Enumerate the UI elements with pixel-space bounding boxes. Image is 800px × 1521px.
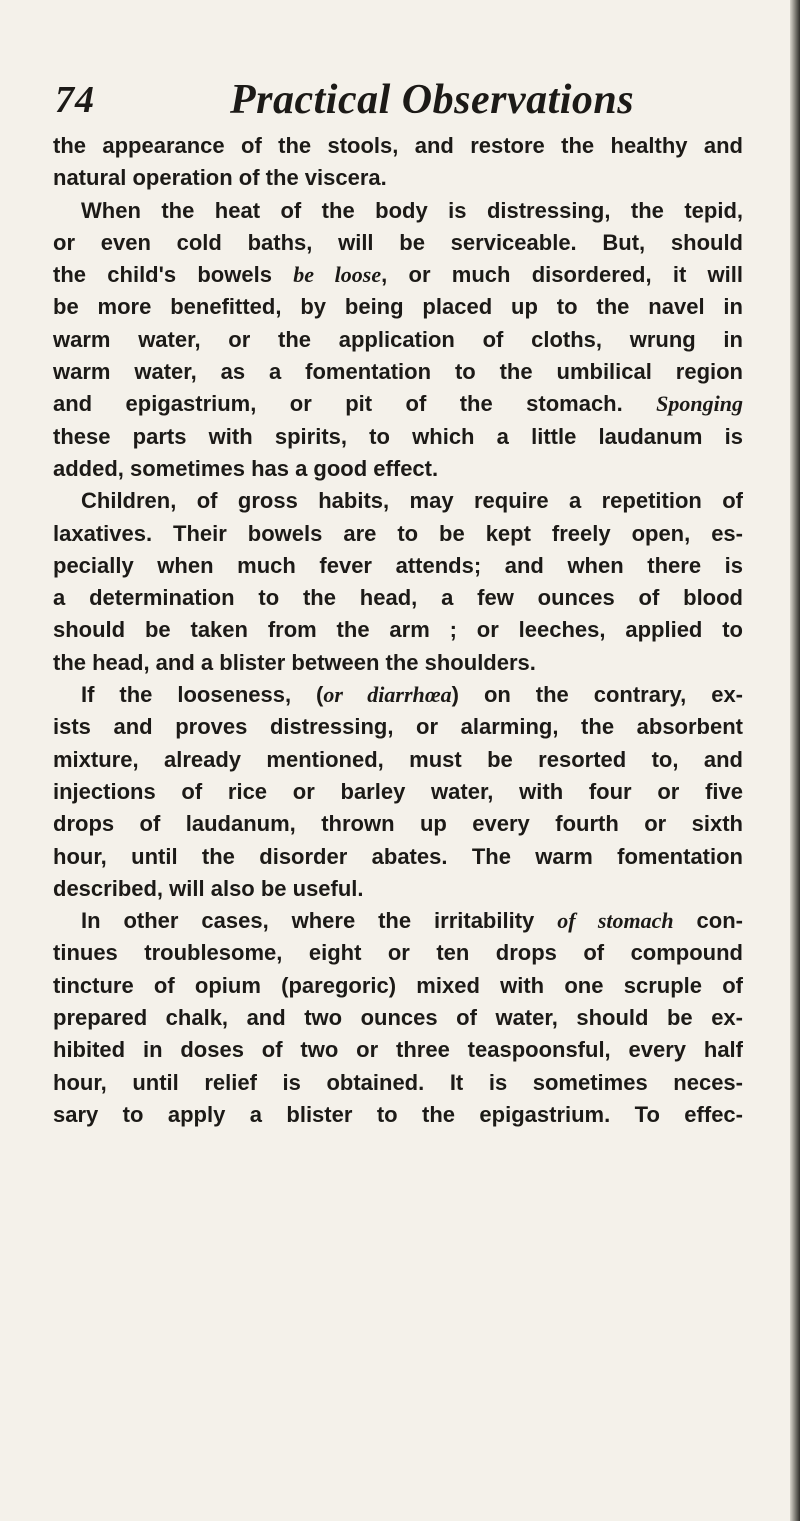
text-line [53,711,743,743]
text-run: In other cases, where the irritability [81,908,558,934]
text-line [53,227,743,259]
text-run: the appearance of the stools, and restore the healthy and [53,133,743,158]
text-run: ) on the contrary, ex- [451,682,744,708]
italic-text: of stomach [557,908,674,934]
text-run: the child's bowels [53,262,294,288]
text-line [53,1067,743,1099]
text-run: or even cold baths, will be serviceable. But, should [53,229,743,255]
italic-text: Sponging [656,391,743,417]
text-line [53,744,743,776]
text-line [53,1034,743,1066]
text-run: laxatives. Their bowels are to be kept freely open, es- [53,520,743,546]
text-line [53,841,743,873]
text-line [53,937,743,969]
text-run: hour, until the disorder abates. The warm fomentation [53,843,743,869]
text-run: , or much disordered, it will [381,262,744,288]
text-line [53,162,743,194]
text-line [53,776,743,808]
text-line [53,259,743,291]
text-line [53,421,743,453]
text-line [53,873,743,905]
text-run: Children, of gross habits, may require a repetition of [81,488,743,514]
text-run: be more benefitted, by being placed up to the navel in [53,294,743,320]
text-run: When the heat of the body is distressing, the tepid, [81,197,743,223]
text-line [53,905,743,937]
text-line [53,582,743,614]
text-run: tinues troublesome, eight or ten drops of compound [53,940,743,966]
text-run: and epigastrium, or pit of the stomach. [53,391,657,417]
text-run: injections of rice or barley water, with four or five [53,778,743,804]
text-line [53,324,743,356]
text-run: tincture of opium (paregoric) mixed with one scruple of [53,972,743,998]
body-text [53,130,743,1131]
text-run: natural operation of the viscera. [53,165,387,191]
text-run: If the looseness, ( [81,682,324,708]
text-run: warm water, as a fomentation to the umbilical region [53,359,743,385]
text-run: added, sometimes has a good effect. [53,455,439,481]
text-line [53,518,743,550]
text-run: sary to apply a blister to the epigastrium. To effec- [53,1101,743,1127]
text-line [53,1099,743,1131]
page-header [55,66,745,126]
text-line [53,485,743,517]
text-line [53,130,743,162]
text-run: should be taken from the arm ; or leeches, applied to [53,617,743,643]
italic-text: be loose [293,262,382,288]
text-line [53,550,743,582]
text-line [53,291,743,323]
text-line [53,356,743,388]
text-run: pecially when much fever attends; and when there is [53,552,743,578]
text-run: mixture, already mentioned, must be resorted to, and [53,746,743,772]
text-line [53,679,743,711]
text-line [53,647,743,679]
running-title: Practical Observations [230,77,635,123]
text-line [53,1002,743,1034]
italic-text: or diarrhœa [323,682,452,708]
text-run: prepared chalk, and two ounces of water, should be ex- [53,1005,743,1031]
text-run: these parts with spirits, to which a little laudanum is [53,423,743,449]
text-run: the head, and a blister between the shoulders. [53,649,536,675]
text-run: drops of laudanum, thrown up every fourth or sixth [53,811,743,837]
page-number: 74 [55,79,95,121]
text-run: con- [673,908,743,934]
text-line [53,388,743,420]
text-run: ists and proves distressing, or alarming, the absorbent [53,714,743,740]
text-line [53,614,743,646]
page-edge-shadow [790,0,800,1521]
text-run: described, will also be useful. [53,875,364,901]
text-run: a determination to the head, a few ounces of blood [53,585,743,611]
text-run: warm water, or the application of cloths, wrung in [53,326,743,352]
text-line [53,453,743,485]
text-line [53,195,743,227]
text-line [53,808,743,840]
text-line [53,970,743,1002]
text-run: hour, until relief is obtained. It is sometimes neces- [53,1069,743,1095]
text-run: hibited in doses of two or three teaspoonsful, every half [53,1037,743,1063]
